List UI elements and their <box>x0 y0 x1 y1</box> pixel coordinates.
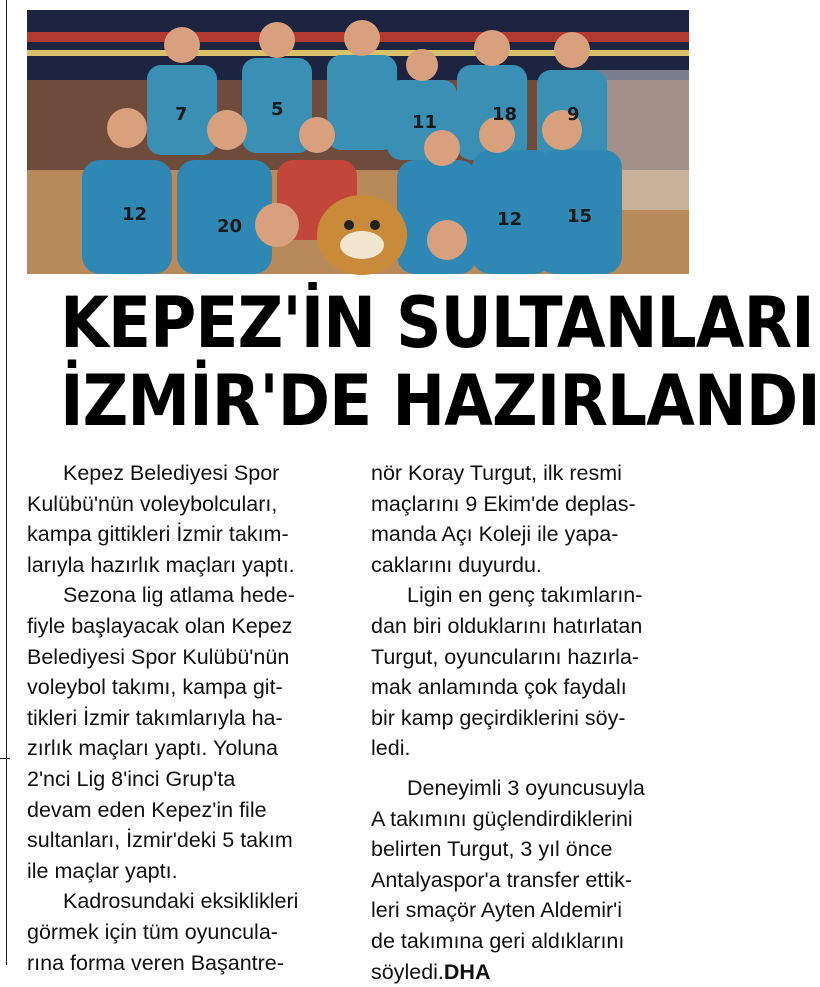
team-photo <box>27 10 689 274</box>
article-line: Antalyaspor'a transfer ettik- <box>371 865 689 896</box>
byline: DHA <box>444 960 491 984</box>
paragraph-spacer <box>371 764 689 773</box>
column-rule <box>6 0 7 965</box>
article-line: caklarını duyurdu. <box>371 550 689 581</box>
article-line: A takımını güçlendirdiklerini <box>371 804 689 835</box>
team-photo-illustration <box>27 10 689 274</box>
article-line: nör Koray Turgut, ilk resmi <box>371 458 689 489</box>
headline <box>60 284 656 440</box>
article-line: Ligin en genç takımların- <box>371 580 689 611</box>
article-line: Kepez Belediyesi Spor <box>27 458 345 489</box>
article-line: Deneyimli 3 oyuncusuyla <box>371 773 689 804</box>
jersey-number: 18 <box>492 104 517 125</box>
article-column-right <box>371 458 689 987</box>
article-last-line <box>371 957 689 987</box>
jersey-number: 12 <box>497 209 522 230</box>
jersey-number: 7 <box>175 104 188 125</box>
article-line: söyledi. <box>371 960 444 984</box>
article-line: mak anlamında çok faydalı <box>371 672 689 703</box>
article-line: de takımına geri aldıklarını <box>371 926 689 957</box>
article-line: ile maçlar yaptı. <box>27 856 345 887</box>
article-line: kampa gittikleri İzmir takım- <box>27 519 345 550</box>
jersey-number: 5 <box>271 99 284 120</box>
article-line: leri smaçör Ayten Aldemir'i <box>371 895 689 926</box>
article-line: tikleri İzmir takımlarıyla ha- <box>27 703 345 734</box>
article-line: dan biri olduklarını hatırlatan <box>371 611 689 642</box>
article-line: sultanları, İzmir'deki 5 takım <box>27 825 345 856</box>
column-rule-tick <box>0 758 10 759</box>
article-line: devam eden Kepez'in file <box>27 795 345 826</box>
article-line: voleybol takımı, kampa git- <box>27 672 345 703</box>
article-line: maçlarını 9 Ekim'de deplas- <box>371 489 689 520</box>
article-line: zırlık maçları yaptı. Yoluna <box>27 733 345 764</box>
article-line: larıyla hazırlık maçları yaptı. <box>27 550 345 581</box>
article-line: Turgut, oyuncularını hazırla- <box>371 642 689 673</box>
article-line: görmek için tüm oyuncula- <box>27 917 345 948</box>
article-line: ledi. <box>371 733 689 764</box>
article-line: Belediyesi Spor Kulübü'nün <box>27 642 345 673</box>
article-line: bir kamp geçirdiklerini söy- <box>371 703 689 734</box>
headline-line-2: İZMİR'DE HAZIRLANDI <box>60 362 656 440</box>
article-line: Kadrosundaki eksiklikleri <box>27 886 345 917</box>
jersey-number: 9 <box>567 104 580 125</box>
headline-line-1: KEPEZ'İN SULTANLARI <box>60 284 656 362</box>
article-line: rına forma veren Başantre- <box>27 948 345 979</box>
article-line: fiyle başlayacak olan Kepez <box>27 611 345 642</box>
article-column-left <box>27 458 345 978</box>
article-line: Kulübü'nün voleybolcuları, <box>27 489 345 520</box>
jersey-number: 20 <box>217 216 242 237</box>
jersey-number: 11 <box>412 112 437 133</box>
article-line: belirten Turgut, 3 yıl önce <box>371 834 689 865</box>
article-line: Sezona lig atlama hede- <box>27 580 345 611</box>
jersey-number: 12 <box>122 204 147 225</box>
article-line: 2'nci Lig 8'inci Grup'ta <box>27 764 345 795</box>
jersey-number: 15 <box>567 206 592 227</box>
article-line: manda Açı Koleji ile yapa- <box>371 519 689 550</box>
